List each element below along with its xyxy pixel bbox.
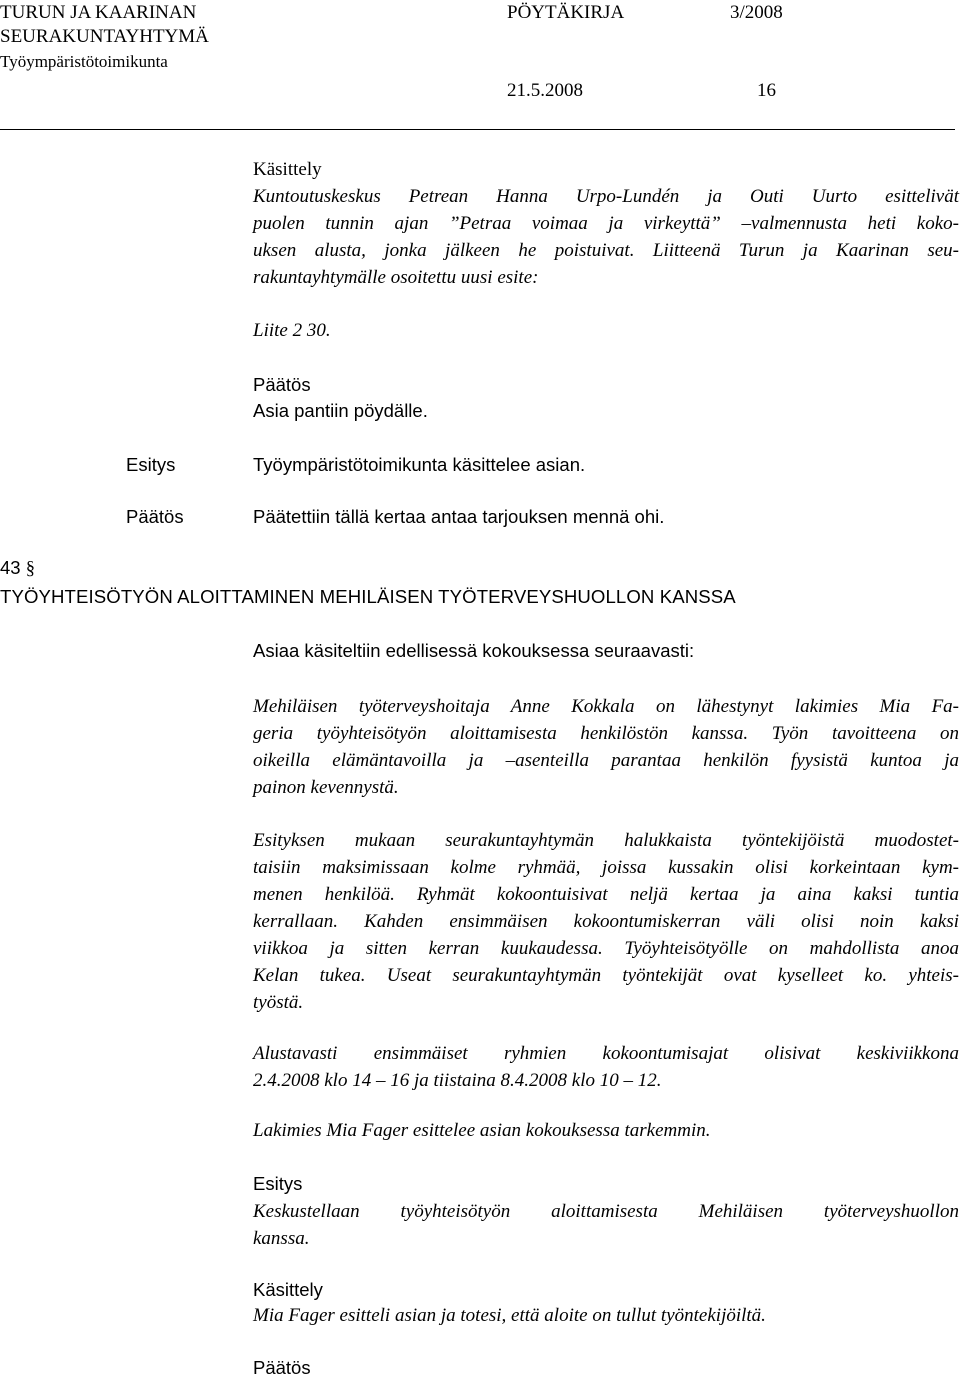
- paatos-heading-43: Päätös: [253, 1357, 311, 1378]
- text-line: Kelan tukea. Useat seurakuntayhtymän työntekijät ovat kyselleet ko. yhteis-: [253, 965, 959, 986]
- attachment-reference: Liite 2 30.: [253, 320, 331, 341]
- text-line: geria työyhteisötyön aloittamisesta henkilöstön kanssa. Työn tavoitteena on: [253, 723, 959, 744]
- paatos-text: Asia pantiin pöydälle.: [253, 400, 428, 421]
- text-line: Kuntoutuskeskus Petrean Hanna Urpo-Lundén ja Outi Uurto esittelivät: [253, 186, 959, 207]
- text-line: oikeilla elämäntavoilla ja –asenteilla parantaa henkilön fyysistä kuntoa ja: [253, 750, 959, 771]
- section-intro: Asiaa käsiteltiin edellisessä kokouksessa seuraavasti:: [253, 640, 695, 661]
- text-line: Mehiläisen työterveyshoitaja Anne Kokkala on lähestynyt lakimies Mia Fa-: [253, 696, 959, 717]
- kasittely-paragraph: [253, 183, 959, 291]
- kasittely-text-43: Mia Fager esitteli asian ja totesi, että aloite on tullut työntekijöiltä.: [253, 1305, 766, 1326]
- text-line: Alustavasti ensimmäiset ryhmien kokoontumisajat olisivat keskiviikkona: [253, 1043, 959, 1064]
- paatos-decision-text: Päätettiin tällä kertaa antaa tarjouksen mennä ohi.: [253, 506, 665, 527]
- page-number: 16: [757, 80, 776, 101]
- text-line: kanssa.: [253, 1228, 310, 1249]
- text-line: Esityksen mukaan seurakuntayhtymän halukkaista työntekijöistä muodostet-: [253, 830, 959, 851]
- kasittely-heading: Käsittely: [253, 159, 322, 180]
- kasittely-heading-43: Käsittely: [253, 1279, 323, 1300]
- doc-date: 21.5.2008: [507, 80, 583, 101]
- section-number: [0, 557, 35, 580]
- section-number-value: 43: [0, 557, 21, 578]
- esitys-heading: Esitys: [253, 1173, 303, 1194]
- text-line: taisiin maksimissaan kolme ryhmää, joissa kussakin olisi korkeintaan kym-: [253, 857, 959, 878]
- committee-name: Työympäristötoimikunta: [0, 52, 168, 71]
- text-line: viikkoa ja sitten kerran kuukaudessa. Työyhteisötyölle on mahdollista anoa: [253, 938, 959, 959]
- text-line: puolen tunnin ajan ”Petraa voimaa ja virkeyttä” –valmennusta heti koko-: [253, 213, 959, 234]
- paragraph-2: [253, 827, 959, 1016]
- paatos-heading: Päätös: [253, 374, 311, 395]
- doc-type: PÖYTÄKIRJA: [507, 2, 625, 23]
- org-name-line2: SEURAKUNTAYHTYMÄ: [0, 26, 209, 47]
- esitys-label: Esitys: [126, 454, 176, 475]
- paragraph-3: [253, 1040, 959, 1094]
- org-name-line1: TURUN JA KAARINAN: [0, 2, 197, 23]
- paatos-label: Päätös: [126, 506, 184, 527]
- text-line: kerrallaan. Kahden ensimmäisen kokoontumiskerran väli olisi noin kaksi: [253, 911, 959, 932]
- text-line: Keskustellaan työyhteisötyön aloittamisesta Mehiläisen työterveyshuollon: [253, 1201, 959, 1222]
- header-divider: [0, 129, 955, 130]
- section-title: TYÖYHTEISÖTYÖN ALOITTAMINEN MEHILÄISEN TYÖTERVEYSHUOLLON KANSSA: [0, 586, 736, 607]
- text-line: uksen alusta, jonka jälkeen he poistuivat. Liitteenä Turun ja Kaarinan seu-: [253, 240, 959, 261]
- paragraph-4: Lakimies Mia Fager esittelee asian kokouksessa tarkemmin.: [253, 1120, 711, 1141]
- text-line: 2.4.2008 klo 14 – 16 ja tiistaina 8.4.2008 klo 10 – 12.: [253, 1070, 662, 1091]
- section-sign-icon: §: [25, 559, 35, 579]
- text-line: rakuntayhtymälle osoitettu uusi esite:: [253, 267, 539, 288]
- doc-number: 3/2008: [730, 2, 783, 23]
- esitys-paragraph: [253, 1198, 959, 1252]
- esitys-text: Työympäristötoimikunta käsittelee asian.: [253, 454, 586, 475]
- text-line: menen henkilöä. Ryhmät kokoontuisivat neljä kertaa ja aina kaksi tuntia: [253, 884, 959, 905]
- paragraph-1: [253, 693, 959, 801]
- text-line: painon kevennystä.: [253, 777, 399, 798]
- text-line: työstä.: [253, 992, 304, 1013]
